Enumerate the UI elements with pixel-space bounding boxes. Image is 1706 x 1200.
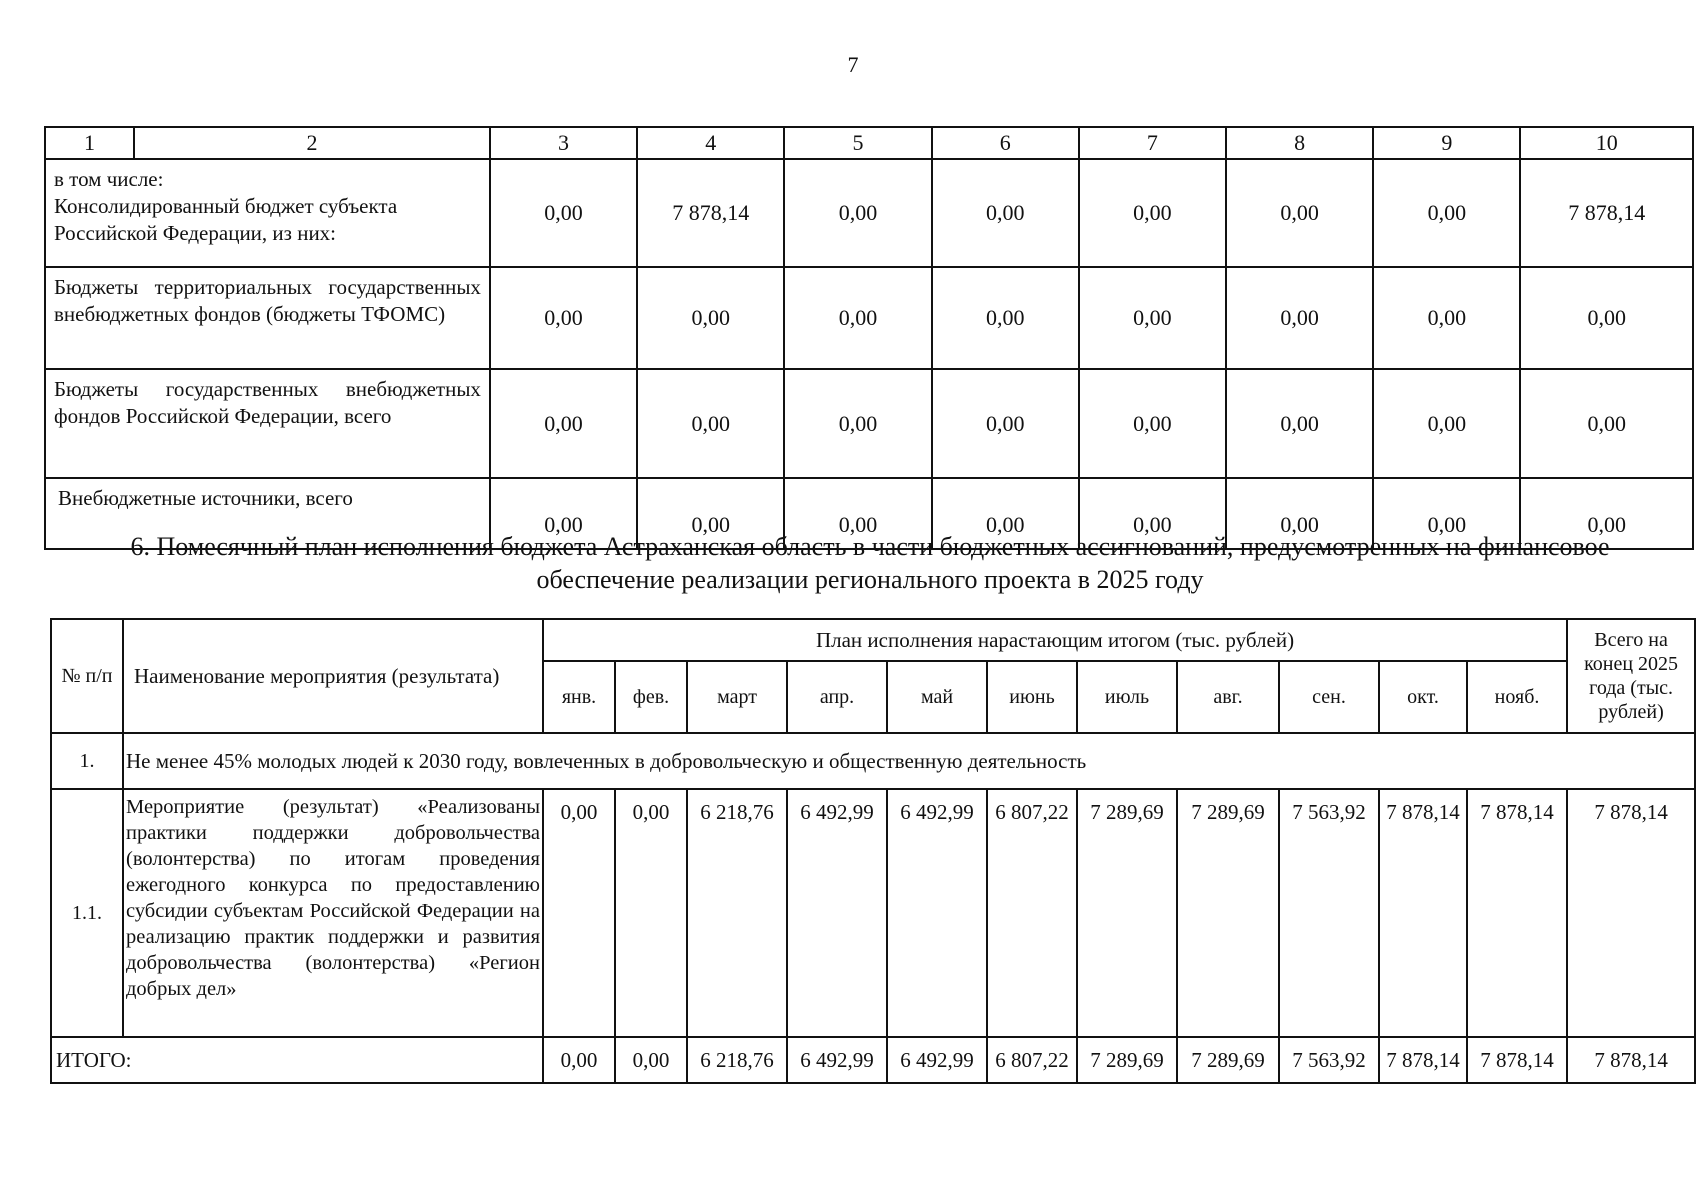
table-cell: 7 878,14 <box>1467 789 1567 1037</box>
table-cell: 6 807,22 <box>987 1037 1077 1083</box>
table-cell: 7 289,69 <box>1077 1037 1177 1083</box>
month-header: июль <box>1077 661 1177 733</box>
table-cell: 0,00 <box>1520 267 1693 369</box>
month-header: сен. <box>1279 661 1379 733</box>
table-cell: 7 289,69 <box>1177 789 1279 1037</box>
column-number: 6 <box>932 127 1079 159</box>
column-number: 1 <box>45 127 134 159</box>
table-cell: 0,00 <box>1520 369 1693 478</box>
month-header: фев. <box>615 661 687 733</box>
row-label: Бюджеты государственных внебюджетных фондов Российской Федерации, всего <box>45 369 490 478</box>
month-header: авг. <box>1177 661 1279 733</box>
section-title: 6. Помесячный план исполнения бюджета Астраханская область в части бюджетных ассигнований, предусмотренных на финансовое обеспечение реализации регионального проекта в 2025 году <box>130 532 1610 594</box>
column-number: 5 <box>784 127 931 159</box>
table-cell: 0,00 <box>1373 369 1520 478</box>
table-cell: 7 878,14 <box>1467 1037 1567 1083</box>
month-header: янв. <box>543 661 615 733</box>
column-number: 9 <box>1373 127 1520 159</box>
table-cell: 0,00 <box>932 267 1079 369</box>
table-cell: 0,00 <box>1226 267 1373 369</box>
table-cell: 0,00 <box>1373 478 1520 549</box>
row-label-line: Консолидированный бюджет субъекта Российской Федерации, из них: <box>54 194 398 245</box>
table-cell: 7 289,69 <box>1177 1037 1279 1083</box>
table-row <box>45 369 1693 478</box>
table-cell: 0,00 <box>1226 478 1373 549</box>
section-text: Не менее 45% молодых людей к 2030 году, вовлеченных в добровольческую и общественную деятельность <box>123 733 1695 789</box>
item-number: 1.1. <box>51 789 123 1037</box>
table-cell: 6 218,76 <box>687 1037 787 1083</box>
table-cell: 7 563,92 <box>1279 1037 1379 1083</box>
header-np: № п/п <box>51 619 123 733</box>
month-header: май <box>887 661 987 733</box>
funding-sources-table <box>44 126 1694 550</box>
table-cell: 0,00 <box>784 159 931 267</box>
table-cell: 7 878,14 <box>1379 789 1467 1037</box>
table-cell: 0,00 <box>784 267 931 369</box>
month-header: окт. <box>1379 661 1467 733</box>
table-cell: 0,00 <box>1079 267 1226 369</box>
column-number: 8 <box>1226 127 1373 159</box>
page-number: 7 <box>847 52 859 77</box>
column-number: 10 <box>1520 127 1693 159</box>
table-cell: 0,00 <box>637 478 784 549</box>
table-cell: 0,00 <box>784 369 931 478</box>
total-row <box>51 1037 1695 1083</box>
table-cell: 0,00 <box>637 267 784 369</box>
section-row <box>51 733 1695 789</box>
row-label-line: в том числе: <box>54 167 164 191</box>
column-number: 4 <box>637 127 784 159</box>
header-name: Наименование мероприятия (результата) <box>123 619 543 733</box>
table-cell: 0,00 <box>490 478 637 549</box>
table-cell: 0,00 <box>637 369 784 478</box>
table-row <box>51 789 1695 1037</box>
table-cell: 0,00 <box>784 478 931 549</box>
table-cell: 6 492,99 <box>887 1037 987 1083</box>
table-cell: 0,00 <box>1226 159 1373 267</box>
grand-total: 7 878,14 <box>1567 1037 1695 1083</box>
table-cell: 6 492,99 <box>787 1037 887 1083</box>
row-label <box>45 159 490 267</box>
table-cell: 0,00 <box>1373 159 1520 267</box>
row-label: Бюджеты территориальных государственных внебюджетных фондов (бюджеты ТФОМС) <box>45 267 490 369</box>
table-cell: 7 289,69 <box>1077 789 1177 1037</box>
table-cell: 6 492,99 <box>887 789 987 1037</box>
table-cell: 0,00 <box>1079 159 1226 267</box>
section-number: 1. <box>51 733 123 789</box>
header-total: Всего на конец 2025 года (тыс. рублей) <box>1567 619 1695 733</box>
total-label: ИТОГО: <box>51 1037 543 1083</box>
month-header: апр. <box>787 661 887 733</box>
table-cell: 0,00 <box>932 159 1079 267</box>
table-cell: 0,00 <box>1226 369 1373 478</box>
table-cell: 0,00 <box>490 369 637 478</box>
column-number-row <box>45 127 1693 159</box>
table-cell: 7 563,92 <box>1279 789 1379 1037</box>
table-cell: 0,00 <box>1373 267 1520 369</box>
table-cell: 7 878,14 <box>1520 159 1693 267</box>
column-number: 2 <box>134 127 490 159</box>
month-header: июнь <box>987 661 1077 733</box>
table-cell: 6 492,99 <box>787 789 887 1037</box>
table-cell: 0,00 <box>1520 478 1693 549</box>
table-cell: 0,00 <box>543 789 615 1037</box>
table-cell: 6 218,76 <box>687 789 787 1037</box>
column-number: 3 <box>490 127 637 159</box>
table-cell: 7 878,14 <box>637 159 784 267</box>
table-cell: 0,00 <box>490 159 637 267</box>
table-cell: 0,00 <box>1079 478 1226 549</box>
table-cell: 7 878,14 <box>1379 1037 1467 1083</box>
header-row <box>51 619 1695 661</box>
table-cell: 0,00 <box>932 369 1079 478</box>
header-plan: План исполнения нарастающим итогом (тыс. рублей) <box>543 619 1567 661</box>
column-number: 7 <box>1079 127 1226 159</box>
monthly-plan-table <box>50 618 1696 1084</box>
row-label: Внебюджетные источники, всего <box>45 478 490 549</box>
table-cell: 0,00 <box>1079 369 1226 478</box>
item-total: 7 878,14 <box>1567 789 1695 1037</box>
table-row <box>45 267 1693 369</box>
table-cell: 0,00 <box>543 1037 615 1083</box>
table-cell: 0,00 <box>932 478 1079 549</box>
table-row <box>45 159 1693 267</box>
item-text: Мероприятие (результат) «Реализованы практики поддержки добровольчества (волонтерства) по итогам проведения ежегодного конкурса по предоставлению субсидии субъектам Российской Федерации на реализацию практик поддержки и развития добровольчества (волонтерства) «Регион добрых дел» <box>123 789 543 1037</box>
table-cell: 0,00 <box>615 789 687 1037</box>
table-cell: 6 807,22 <box>987 789 1077 1037</box>
month-header: нояб. <box>1467 661 1567 733</box>
table-cell: 0,00 <box>615 1037 687 1083</box>
table-cell: 0,00 <box>490 267 637 369</box>
month-header: март <box>687 661 787 733</box>
